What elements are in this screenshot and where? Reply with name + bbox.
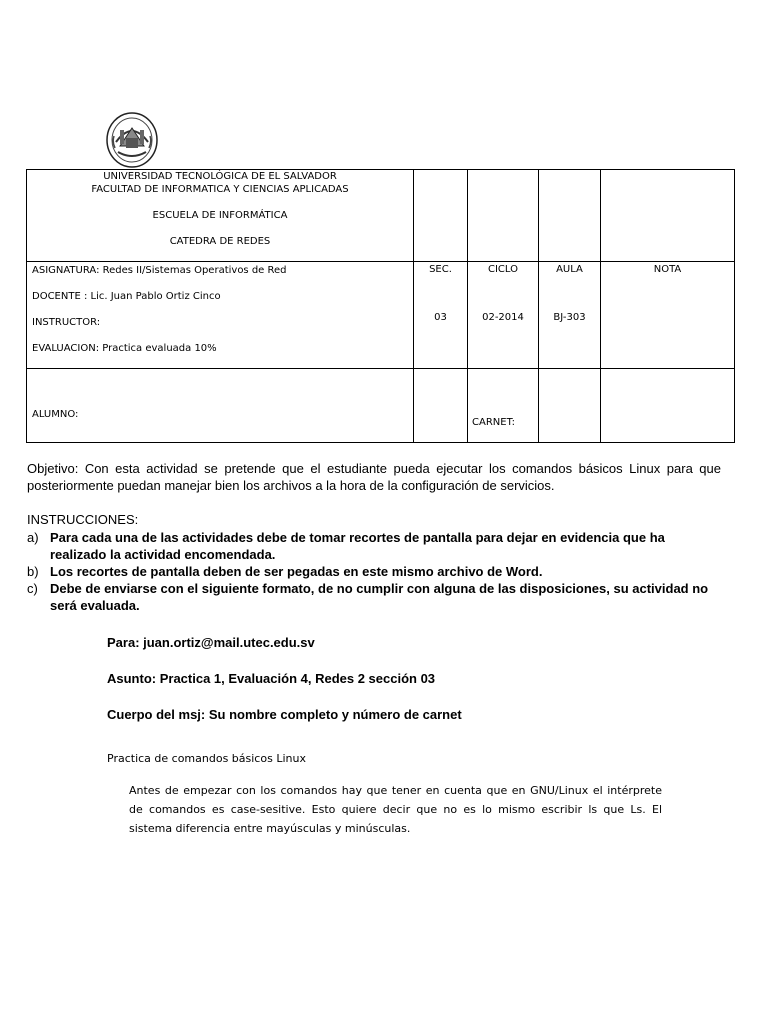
email-para-line: Para: juan.ortiz@mail.utec.edu.sv: [107, 635, 315, 650]
instructions-list: [27, 529, 721, 614]
empty-cell: [414, 369, 468, 443]
asignatura-field: ASIGNATURA: Redes II/Sistemas Operativos de Red: [32, 265, 287, 276]
list-item: [27, 529, 721, 563]
list-item: [27, 563, 721, 580]
university-logo: [106, 112, 158, 168]
empty-cell: [601, 369, 735, 443]
carnet-label: CARNET:: [472, 417, 515, 428]
department-name: CATEDRA DE REDES: [169, 236, 271, 247]
sec-value: 03: [434, 312, 447, 323]
carnet-cell: [468, 369, 539, 443]
sec-label: SEC.: [429, 264, 452, 275]
school-name: ESCUELA DE INFORMÁTICA: [152, 210, 288, 221]
empty-cell: [539, 369, 601, 443]
practice-title: Practica de comandos básicos Linux: [107, 752, 306, 765]
sec-cell: [414, 262, 468, 369]
email-asunto-line: Asunto: Practica 1, Evaluación 4, Redes 2 sección 03: [107, 671, 436, 686]
empty-cell: [601, 170, 735, 262]
nota-cell: [601, 262, 735, 369]
empty-cell: [539, 170, 601, 262]
faculty-name: FACULTAD DE INFORMATICA Y CIENCIAS APLICADAS: [91, 184, 349, 195]
aula-cell: [539, 262, 601, 369]
ciclo-cell: [468, 262, 539, 369]
alumno-label: ALUMNO:: [32, 409, 79, 420]
empty-cell: [468, 170, 539, 262]
institution-cell: [27, 170, 414, 262]
instructor-field: INSTRUCTOR:: [32, 317, 101, 328]
evaluacion-field: EVALUACION: Practica evaluada 10%: [32, 343, 217, 354]
practice-paragraph: Antes de empezar con los comandos hay que tener en cuenta que en GNU/Linux el intérprete de comandos es case-sesitive. Esto quiere decir que no es lo mismo escribir ls que Ls. El sistema diferencia entre mayúsculas y minúsculas.: [129, 784, 662, 835]
empty-cell: [414, 170, 468, 262]
ciclo-value: 02-2014: [482, 312, 524, 323]
instructions-title: INSTRUCCIONES:: [27, 512, 139, 527]
course-info-table: [26, 169, 735, 443]
alumno-cell: [27, 369, 414, 443]
list-item-text: Los recortes de pantalla deben de ser pegadas en este mismo archivo de Word.: [50, 564, 543, 579]
aula-value: BJ-303: [553, 312, 586, 323]
list-marker: c): [27, 581, 38, 596]
subject-info-cell: [27, 262, 414, 369]
list-marker: a): [27, 530, 39, 545]
list-item-text: Para cada una de las actividades debe de tomar recortes de pantalla para dejar en evidencia que ha realizado la actividad encomendada.: [50, 530, 665, 562]
nota-label: NOTA: [653, 264, 682, 275]
docente-field: DOCENTE : Lic. Juan Pablo Ortiz Cinco: [32, 291, 221, 302]
ciclo-label: CICLO: [488, 264, 518, 275]
list-item-text: Debe de enviarse con el siguiente formato, de no cumplir con alguna de las disposiciones, su actividad no será evaluada.: [50, 581, 709, 613]
list-marker: b): [27, 564, 39, 579]
aula-label: AULA: [556, 264, 583, 275]
university-name: UNIVERSIDAD TECNOLÓGICA DE EL SALVADOR: [103, 171, 337, 182]
email-cuerpo-line: Cuerpo del msj: Su nombre completo y número de carnet: [107, 707, 462, 722]
objective-paragraph: Objetivo: Con esta actividad se pretende que el estudiante pueda ejecutar los comandos básicos Linux para que posteriormente puedan manejar bien los archivos a la hora de la configuración de servicios.: [27, 461, 721, 493]
list-item: [27, 580, 721, 614]
